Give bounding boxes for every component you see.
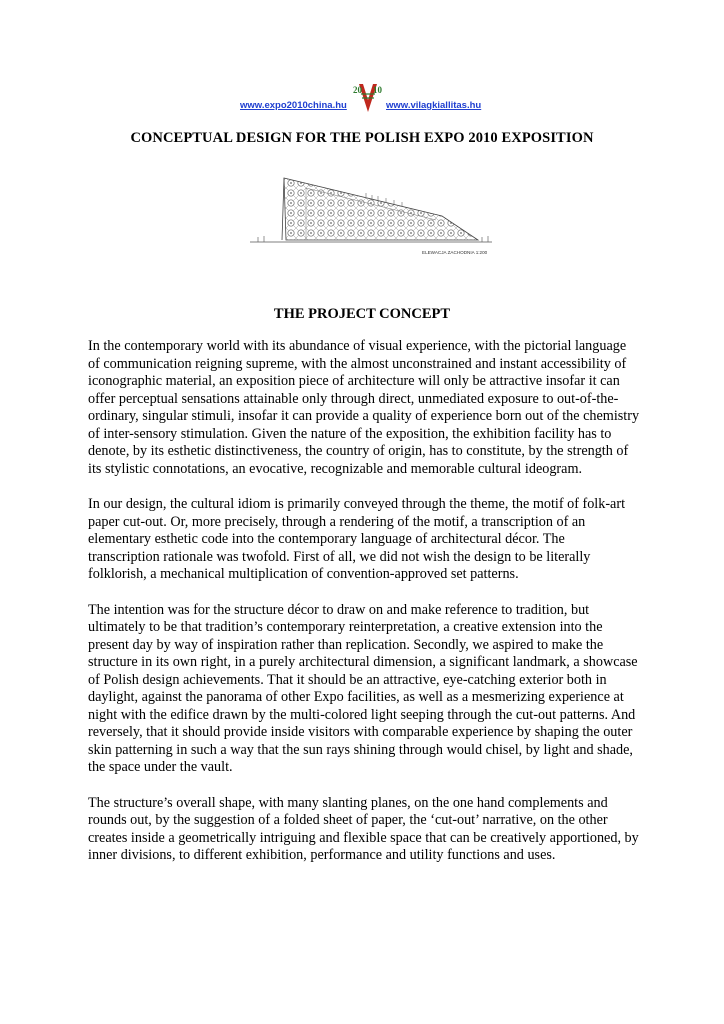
document-title: CONCEPTUAL DESIGN FOR THE POLISH EXPO 2010 EXPOSITION [130,130,594,146]
logo-year-right: 10 [373,85,382,95]
paragraph: The intention was for the structure décor to draw on and make reference to tradition, but ultimately to be that tradition’s contemporary reinterpretation, a creative extension into the present day by way of inspiration rather than replication. Secondly, we aspired to make the structure in its own right, in a purely architectural dimension, a significant landmark, a showcase of Polish design achievements. That it should be an attractive, eye-catching exterior both in daylight, against the panorama of other Expo facilities, as well as a mesmerizing experience at night with the edifice drawn by the multi-colored light seeping through the cut-out patterns. And reversely, that it should provide inside visitors with comparable experience by shaping the outer skin patterning in such a way that the sun rays shining through would chisel, by light and shade, the space under the vault. [88,601,638,775]
logo-year-left: 20 [353,85,362,95]
body-text [88,338,640,883]
paragraph: In our design, the cultural idiom is primarily conveyed through the theme, the motif of folk-art paper cut-out. Or, more precisely, through a rendering of the motif, a transcription of an elementary esthetic code into the contemporary language of architectural décor. The transcription rationale was twofold. First of all, we did not wish the design to be literally folklorish, a mechanical multiplication of convention-approved set patterns. [88,496,626,582]
pavilion-elevation-drawing [246,168,496,260]
pavilion-elevation-figure [246,168,496,260]
expo-logo [350,80,386,114]
paragraph: The structure’s overall shape, with many slanting planes, on the one hand complements and rounds out, by the suggestion of a folded sheet of paper, the ‘cut-out’ narrative, on the other creates inside a geometrically intriguing and flexible space that can be creatively apportioned, by inner divisions, to different exhibition, performance and utility functions and uses. [88,794,639,863]
vilagkiallitas-link[interactable]: www.vilagkiallitas.hu [386,100,482,111]
paragraph: In the contemporary world with its abundance of visual experience, with the pictorial language of communication reigning supreme, with the almost unconstrained and instant accessibility of iconographic material, an exposition piece of architecture will only be attractive insofar it can offer perceptual sensations attainable only through direct, unmediated exposure to out-of-the-ordinary, singular stimuli, insofar it can provide a quality of experience born out of the chemistry of inter-sensory stimulation. Given the nature of the exposition, the exhibition facility has to denote, by its esthetic distinctiveness, the country of origin, has to constitute, by the strength of its stylistic connotations, an evocative, recognizable and memorable cultural ideogram. [88,338,640,477]
expo2010china-link[interactable]: www.expo2010china.hu [240,100,347,111]
page-header [0,78,724,118]
section-title: THE PROJECT CONCEPT [273,306,451,322]
figure-caption: ELEWACJA ZACHODNIA 1:200 [422,250,488,255]
